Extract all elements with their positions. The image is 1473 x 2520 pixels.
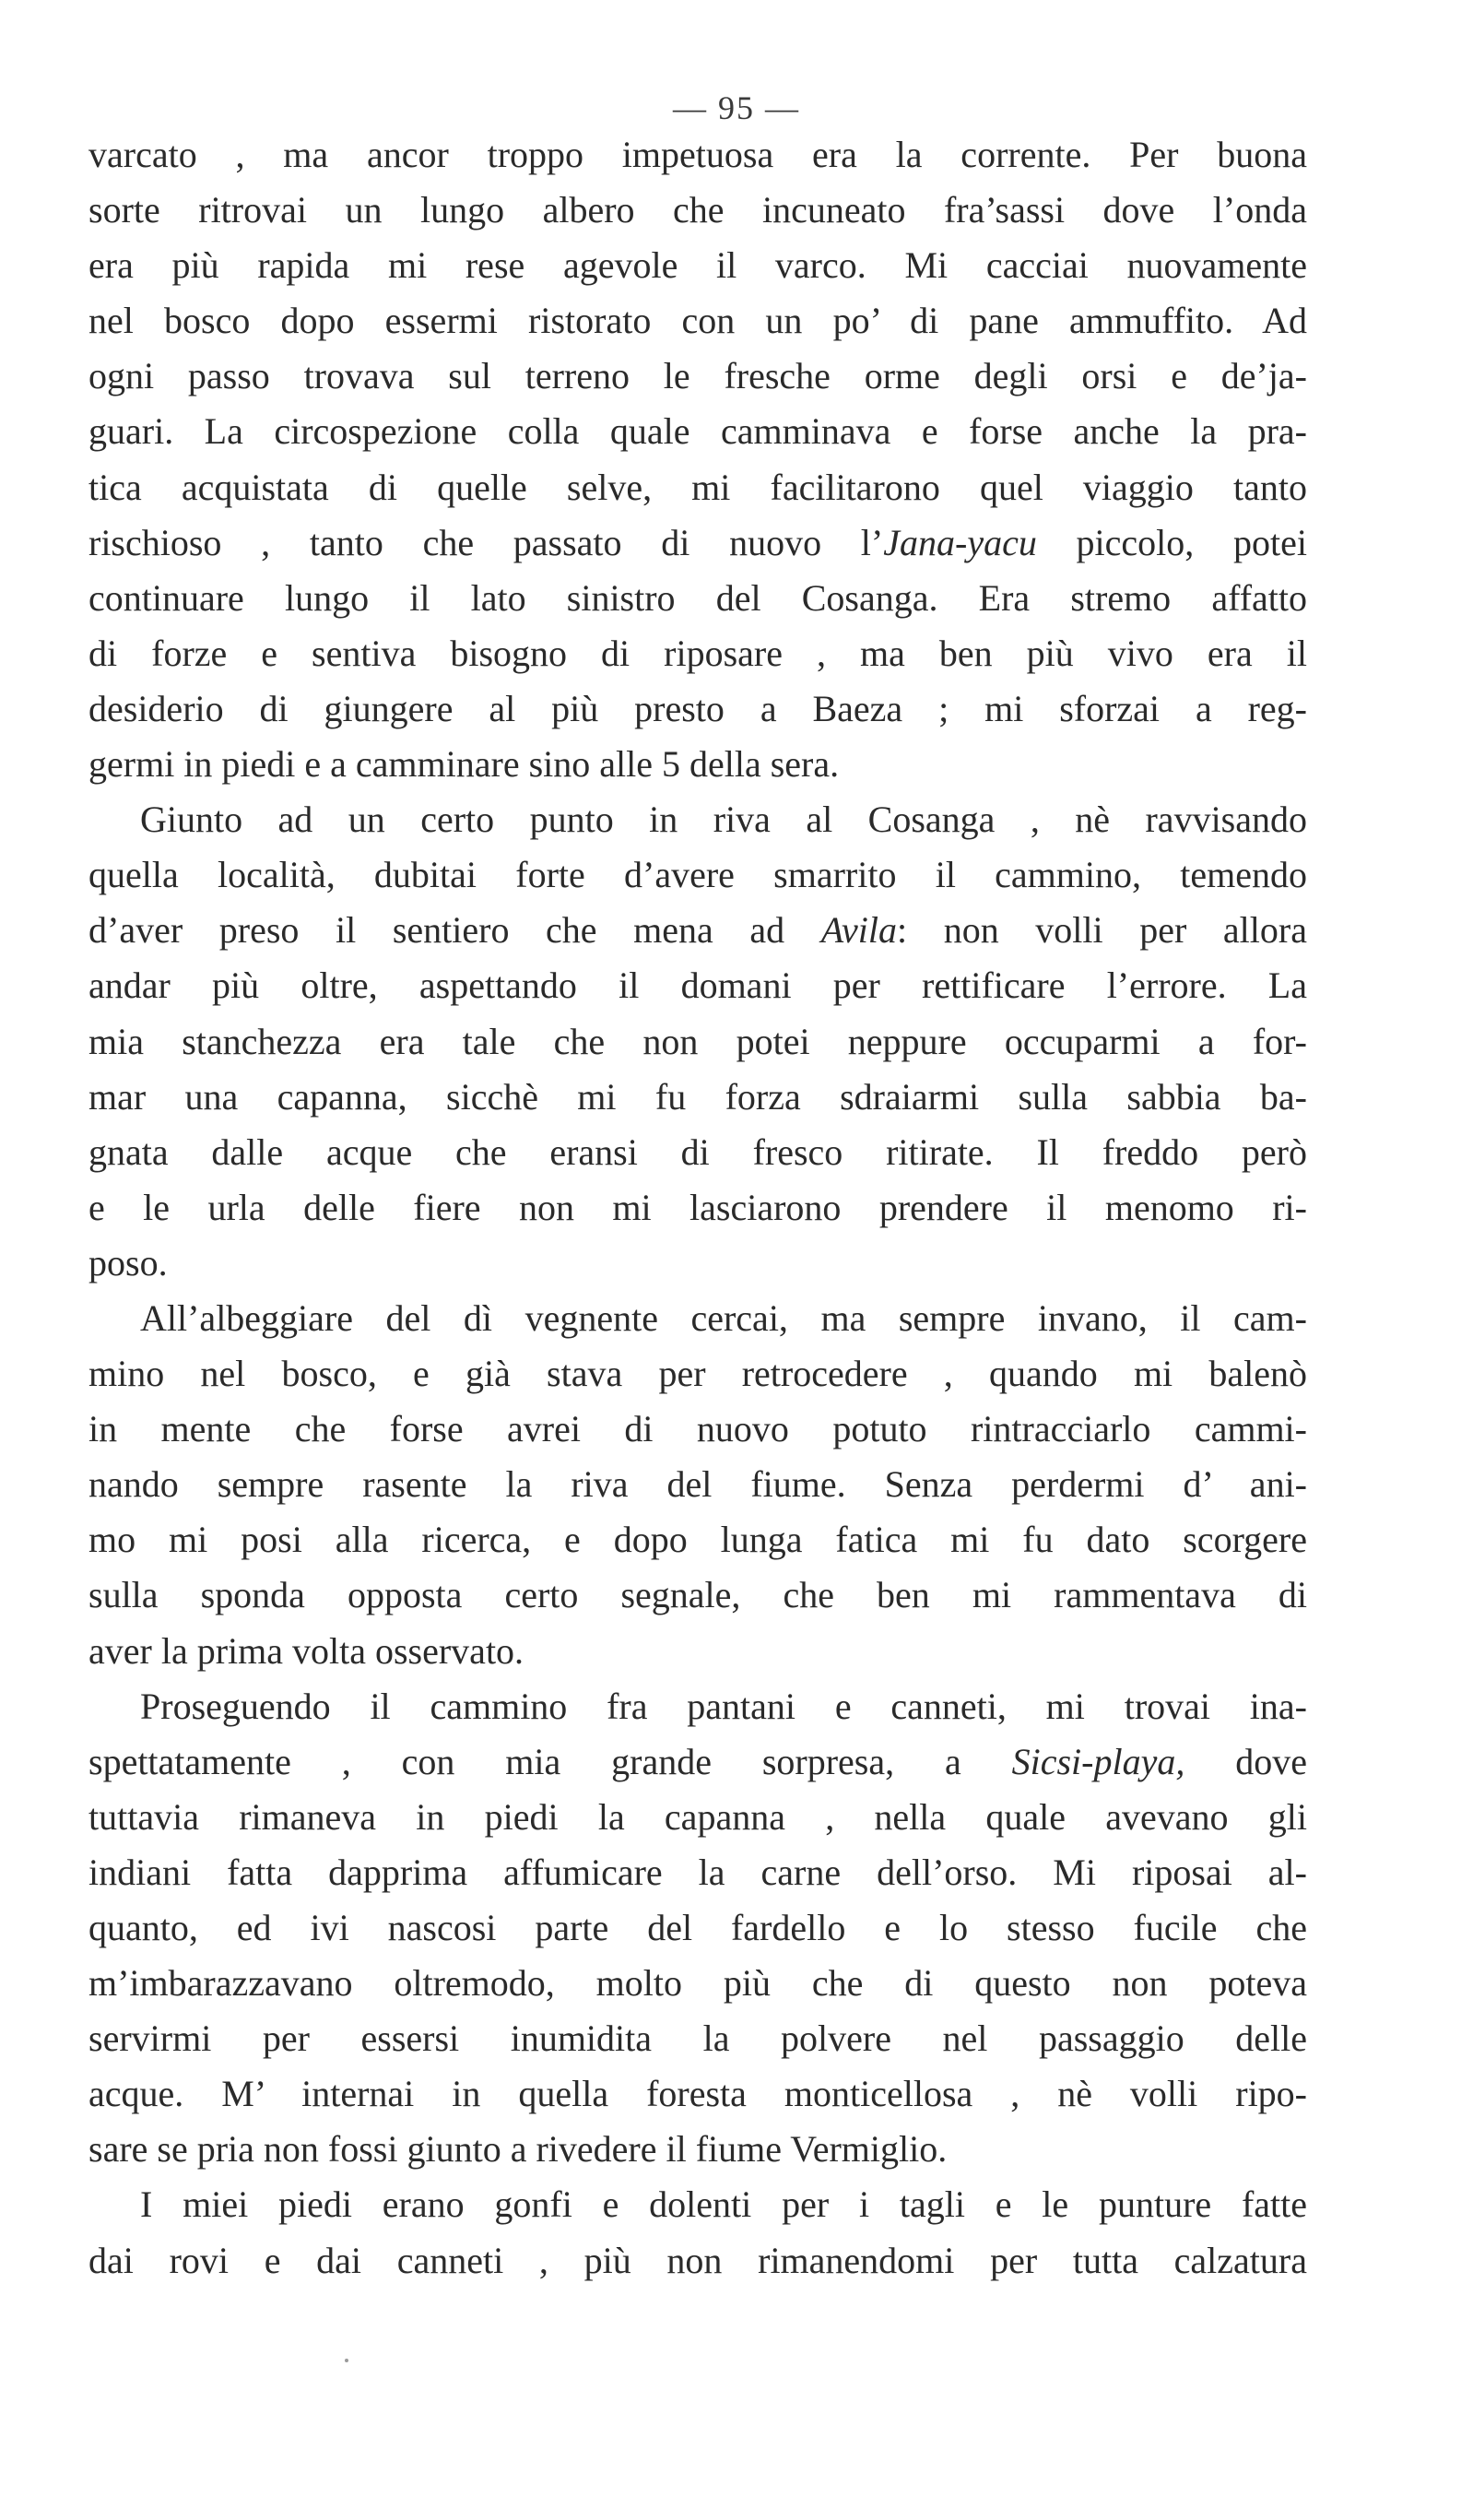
text-line: mia stanchezza era tale che non potei neppure occuparmi a for-	[88, 1020, 1307, 1062]
text-line: continuare lungo il lato sinistro del Cosanga. Era stremo affatto	[88, 576, 1307, 619]
text-line	[88, 903, 1307, 958]
text-line: sulla sponda opposta certo segnale, che ben mi rammentava di	[88, 1574, 1307, 1616]
text-line: quella località, dubitai forte d’avere smarrito il cammino, temendo	[88, 854, 1307, 896]
text-line: nel bosco dopo essermi ristorato con un po’ di pane ammuffito. Ad	[88, 300, 1307, 342]
text-line: germi in piedi e a camminare sino alle 5 della sera.	[88, 743, 840, 786]
text-line-part: piccolo, potei	[1036, 521, 1307, 563]
text-line: gnata dalle acque che eransi di fresco ritirate. Il freddo però	[88, 1130, 1307, 1173]
text-line: in mente che forse avrei di nuovo potuto rintracciarlo cammi-	[88, 1408, 1307, 1450]
place-name: Avila	[820, 909, 897, 952]
text-line-part: dove	[1184, 1740, 1307, 1782]
text-line: mino nel bosco, e già stava per retrocedere , quando mi balenò	[88, 1353, 1307, 1395]
text-line: servirmi per essersi inumidita la polvere nel passaggio delle	[88, 2017, 1307, 2060]
text-line: poso.	[88, 1241, 168, 1284]
text-line: andar più oltre, aspettando il domani per rettificare l’errore. La	[88, 964, 1307, 1007]
text-line-part: : non volli per allora	[896, 909, 1307, 952]
text-line: acque. M’ internai in quella foresta monticellosa , nè volli ripo-	[88, 2073, 1307, 2115]
text-line: di forze e sentiva bisogno di riposare , ma ben più vivo era il	[88, 632, 1307, 674]
text-line: sorte ritrovai un lungo albero che incuneato fra’sassi dove l’onda	[88, 189, 1307, 231]
text-line: m’imbarazzavano oltremodo, molto più che di questo non poteva	[88, 1962, 1307, 2005]
paragraph-start-line: I miei piedi erano gonfi e dolenti per i tagli e le punture fatte	[140, 2183, 1307, 2226]
text-line: dai rovi e dai canneti , più non rimanendomi per tutta calzatura	[88, 2239, 1307, 2281]
text-line: mar una capanna, sicchè mi fu forza sdraiarmi sulla sabbia ba-	[88, 1075, 1307, 1118]
paragraph-start-line: Giunto ad un certo punto in riva al Cosanga , nè ravvisando	[140, 799, 1307, 841]
text-line	[88, 515, 1307, 571]
place-name: Jana-yacu	[883, 521, 1037, 563]
text-line: tica acquistata di quelle selve, mi facilitarono quel viaggio tanto	[88, 466, 1307, 508]
text-line-part: d’aver preso il sentiero che mena ad	[88, 909, 821, 952]
place-name: Sicsi-playa,	[1011, 1740, 1185, 1782]
text-line: varcato , ma ancor troppo impetuosa era la corrente. Per buona	[88, 134, 1307, 175]
text-line: desiderio di giungere al più presto a Baeza ; mi sforzai a reg-	[88, 687, 1307, 729]
text-line: e le urla delle fiere non mi lasciarono prendere il menomo ri-	[88, 1186, 1307, 1228]
text-line: ogni passo trovava sul terreno le fresche orme degli orsi e de’ja-	[88, 355, 1307, 397]
text-line: tuttavia rimaneva in piedi la capanna , nella quale avevano gli	[88, 1795, 1307, 1838]
page-number: — 95 —	[673, 89, 800, 126]
text-line: indiani fatta dapprima affumicare la carne dell’orso. Mi riposai al-	[88, 1851, 1307, 1893]
paragraph-start-line: All’albeggiare del dì vegnente cercai, ma sempre invano, il cam-	[140, 1296, 1307, 1339]
text-line: aver la prima volta osservato.	[88, 1629, 524, 1672]
text-line: guari. La circospezione colla quale camminava e forse anche la pra-	[88, 410, 1307, 453]
body-text	[88, 127, 1307, 2289]
text-line: nando sempre rasente la riva del fiume. Senza perdermi d’ ani-	[88, 1463, 1307, 1506]
paper-speck	[345, 2359, 348, 2362]
text-line: mo mi posi alla ricerca, e dopo lunga fatica mi fu dato scorgere	[88, 1519, 1307, 1561]
paragraph-start-line: Proseguendo il cammino fra pantani e canneti, mi trovai ina-	[140, 1685, 1307, 1727]
text-line-part: spettatamente , con mia grande sorpresa, a	[88, 1740, 1012, 1782]
text-line: quanto, ed ivi nascosi parte del fardello e lo stesso fucile che	[88, 1907, 1307, 1948]
text-line	[88, 1734, 1307, 1790]
text-line: era più rapida mi rese agevole il varco. Mi cacciai nuovamente	[88, 244, 1307, 287]
text-line: sare se pria non fossi giunto a rivedere il fiume Vermiglio.	[88, 2128, 948, 2171]
text-line-part: rischioso , tanto che passato di nuovo l’	[88, 521, 884, 563]
